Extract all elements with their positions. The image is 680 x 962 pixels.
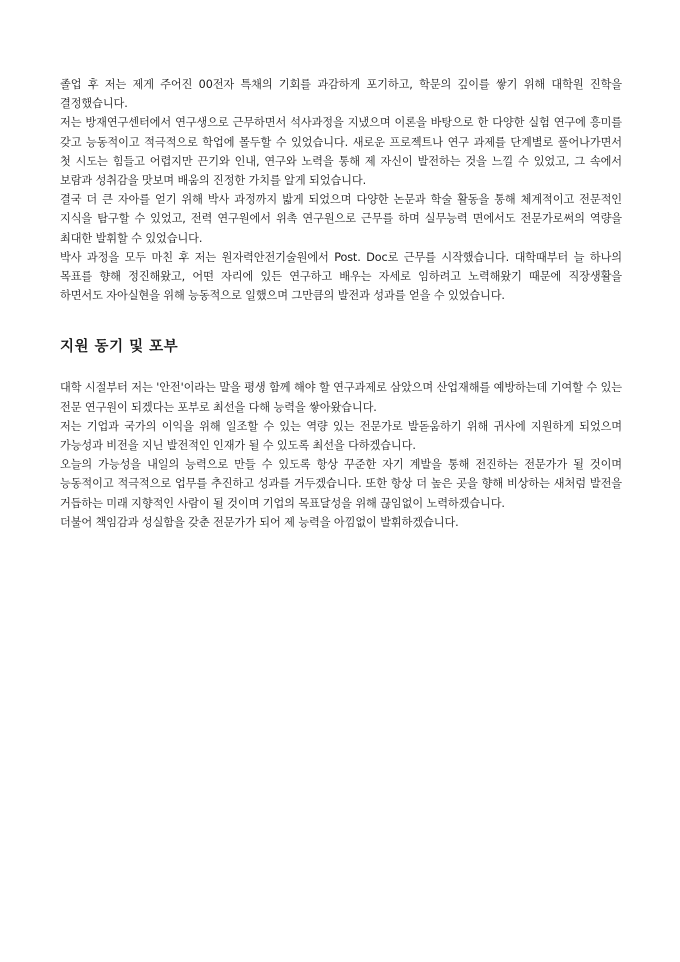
- paragraph: 박사 과정을 모두 마친 후 저는 원자력안전기술원에서 Post. Doc로 근무를 시작했습니다. 대학때부터 늘 하나의 목표를 향해 정진해왔고, 어떤 자리에 있든 연구하고 배우는 자세로 임하려고 노력해왔기 때문에 직장생활을 하면서도 자아실현을 위해 능동적으로 일했으며 그만큼의 발전과 성과를 얻을 수 있었습니다.: [60, 250, 622, 303]
- section-heading: 지원 동기 및 포부: [60, 339, 179, 356]
- document-page: [60, 75, 622, 532]
- motivation-section: [60, 378, 622, 532]
- paragraph: 저는 기업과 국가의 이익을 위해 일조할 수 있는 역량 있는 전문가로 발돋움하기 위해 귀사에 지원하게 되었으며 가능성과 비전을 지닌 발전적인 인재가 될 수 있도록 최선을 다하겠습니다.: [60, 419, 622, 453]
- paragraph: 결국 더 큰 자아를 얻기 위해 박사 과정까지 밟게 되었으며 다양한 논문과 학술 활동을 통해 체계적이고 전문적인 지식을 탐구할 수 있었고, 전력 연구원에서 위촉 연구원으로 근무를 하며 실무능력 면에서도 전문가로써의 역량을 최대한 발휘할 수 있었습니다.: [60, 193, 622, 245]
- motivation-heading-wrap: [60, 335, 622, 356]
- paragraph: 저는 방재연구센터에서 연구생으로 근무하면서 석사과정을 지냈으며 이론을 바탕으로 한 다양한 실험 연구에 흥미를 갖고 능동적이고 적극적으로 학업에 몰두할 수 있었습니다. 새로운 프로젝트나 연구 과제를 단계별로 풀어나가면서 첫 시도는 힘들고 어렵지만 끈기와 인내, 연구와 노력을 통해 제 자신이 발전하는 것을 느낄 수 있었고, 그 속에서 보람과 성취감을 맛보며 배움의 진정한 가치를 알게 되었습니다.: [60, 116, 622, 188]
- paragraph: 졸업 후 저는 제게 주어진 00전자 특채의 기회를 과감하게 포기하고, 학문의 깊이를 쌓기 위해 대학원 진학을 결정했습니다.: [60, 78, 622, 111]
- education-section: [60, 75, 622, 305]
- paragraph: 대학 시절부터 저는 '안전'이라는 말을 평생 함께 해야 할 연구과제로 삼았으며 산업재해를 예방하는데 기여할 수 있는 전문 연구원이 되겠다는 포부로 최선을 다해 능력을 쌓아왔습니다.: [60, 381, 622, 414]
- paragraph: 더불어 책임감과 성실함을 갖춘 전문가가 되어 제 능력을 아낌없이 발휘하겠습니다.: [60, 515, 459, 529]
- paragraph: 오늘의 가능성을 내일의 능력으로 만들 수 있도록 항상 꾸준한 자기 계발을 통해 전진하는 전문가가 될 것이며 능동적이고 적극적으로 업무를 추진하고 성과를 거두겠습니다. 또한 항상 더 높은 곳을 향해 비상하는 새처럼 발전을 거듭하는 미래 지향적인 사람이 될 것이며 기업의 목표달성을 위해 끊임없이 노력하겠습니다.: [60, 458, 622, 510]
